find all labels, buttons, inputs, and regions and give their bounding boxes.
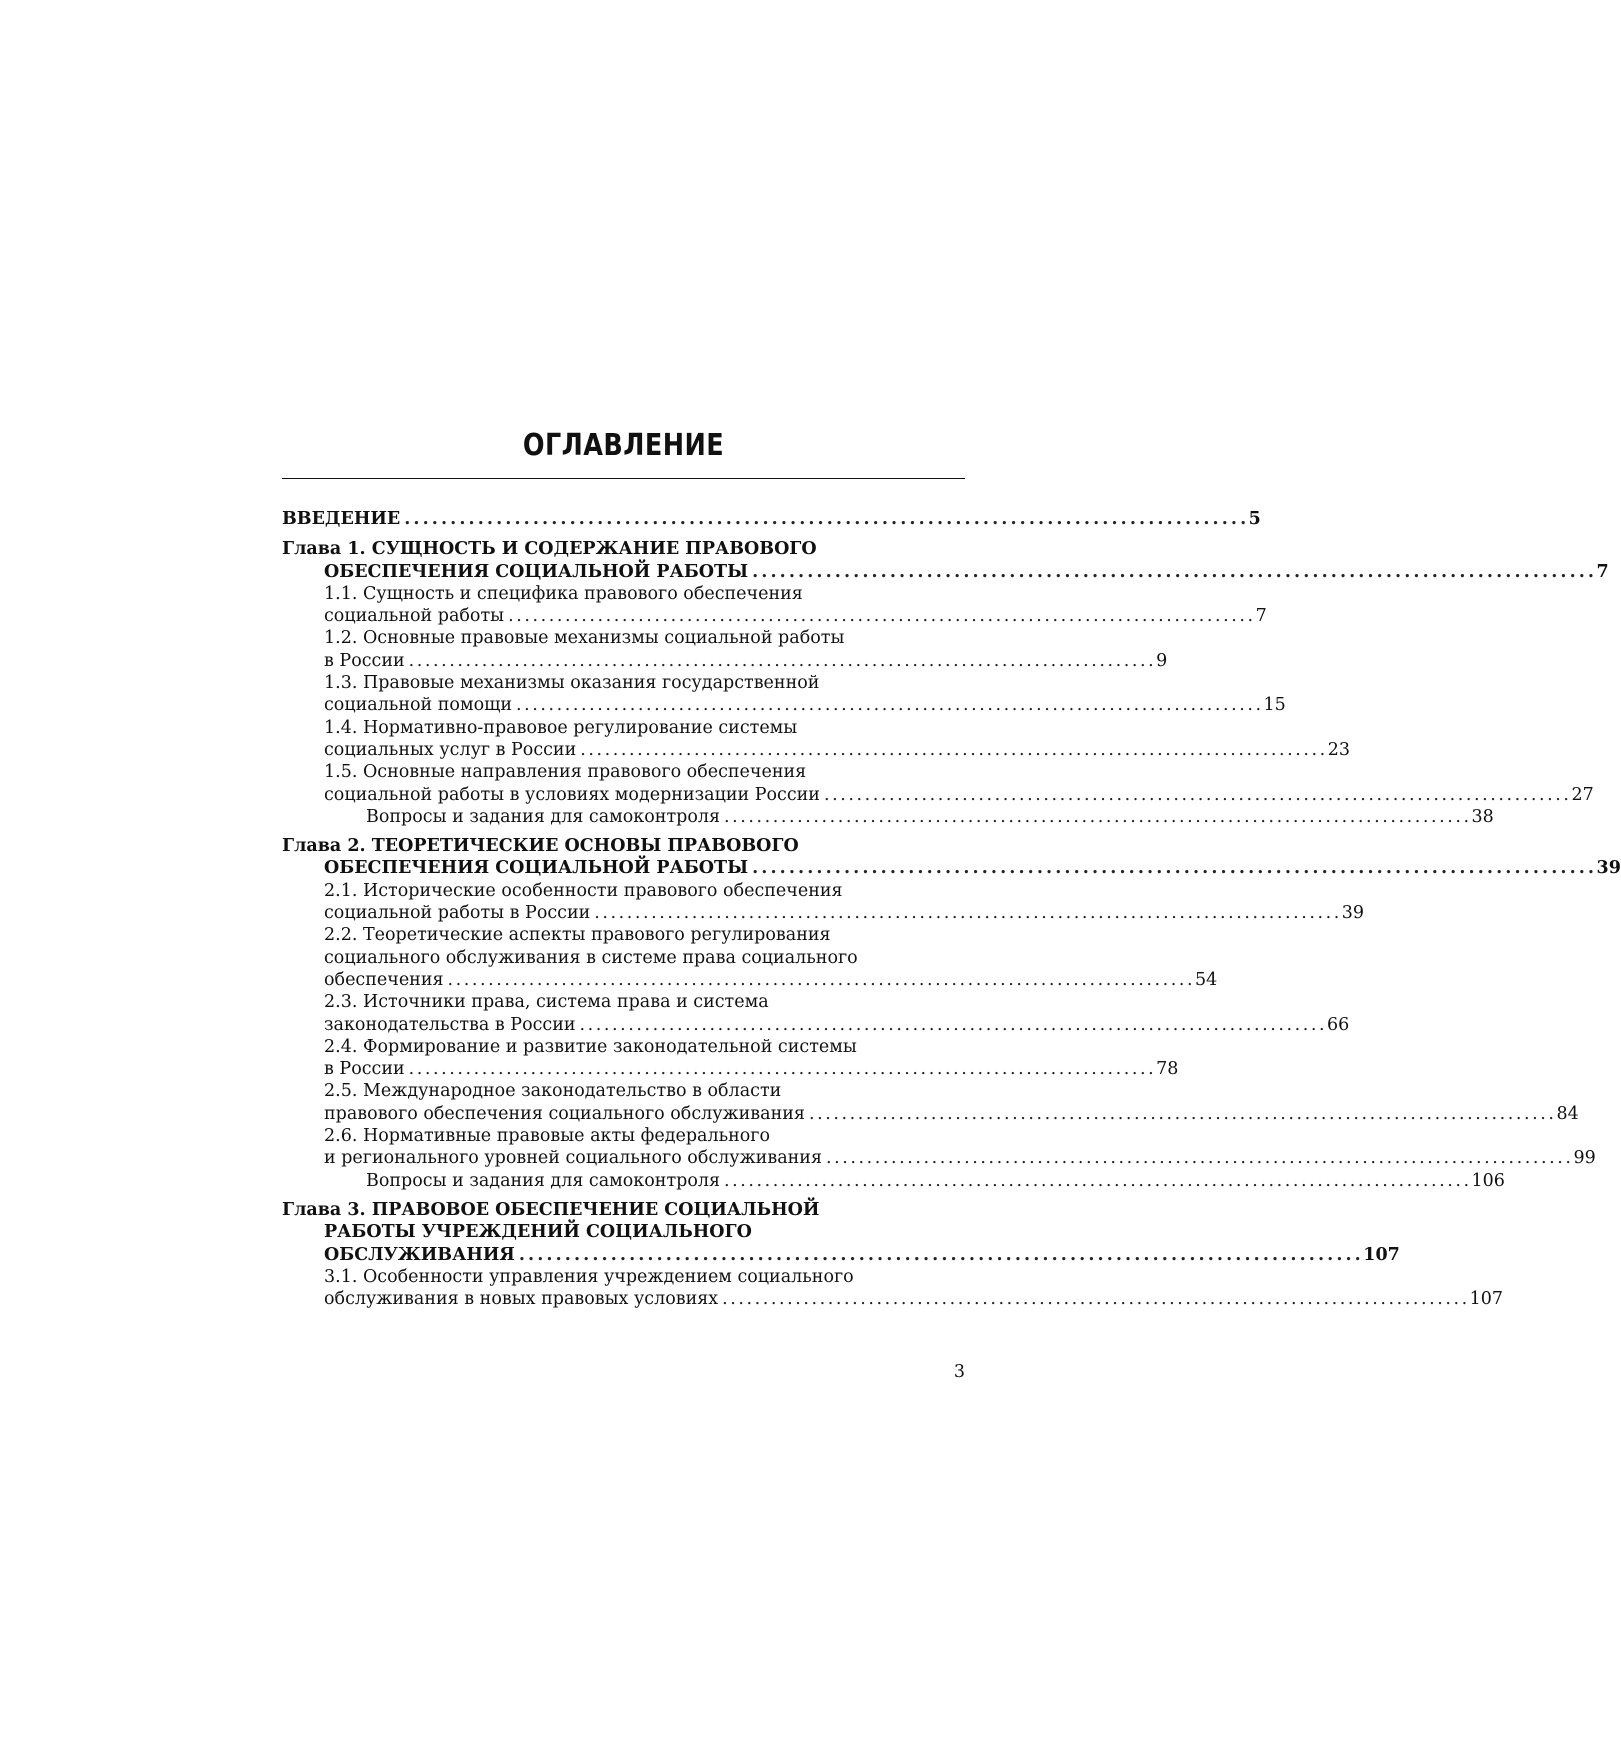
toc-entry-page: 66 (1327, 1014, 1350, 1035)
toc-line-text: Вопросы и задания для самоконтроля (366, 1170, 721, 1191)
toc-entry-page: 107 (1469, 1289, 1504, 1310)
toc-line (282, 627, 965, 649)
toc-line (282, 969, 1218, 991)
toc-line-text: ОБЕСПЕЧЕНИЯ СОЦИАЛЬНОЙ РАБОТЫ (324, 561, 749, 582)
toc-section[interactable] (282, 1036, 1179, 1081)
toc-line (282, 880, 965, 902)
title-rule (282, 478, 965, 479)
toc-line (282, 784, 1594, 806)
toc-section[interactable] (282, 1266, 1504, 1311)
page-title: ОГЛАВЛЕНИЕ (522, 428, 725, 463)
toc-line-text: 2.2. Теоретические аспекты правового регулирования (324, 925, 831, 946)
toc-line-text: и регионального уровней социального обслуживания (324, 1148, 822, 1169)
toc-line (282, 924, 965, 946)
toc-entry-intro[interactable] (282, 508, 1261, 530)
toc-section[interactable] (282, 627, 1168, 672)
leader-dots (519, 1244, 1359, 1266)
toc-entry-page: 39 (1341, 903, 1365, 924)
toc-section[interactable] (282, 583, 1267, 628)
toc-line (282, 1147, 1596, 1169)
toc-line-text: ОБСЛУЖИВАНИЯ (324, 1244, 515, 1265)
toc-line (282, 561, 1609, 583)
toc-line-text: обеспечения (324, 969, 444, 990)
toc-line-text: в России (324, 650, 405, 671)
leader-dots (516, 694, 1259, 716)
leader-dots (409, 650, 1152, 672)
toc-chapter-3[interactable] (282, 1199, 1400, 1266)
toc-line-text: 1.2. Основные правовые механизмы социальной работы (324, 628, 845, 649)
toc-line-text: 2.6. Нормативные правовые акты федерального (324, 1126, 771, 1147)
toc-section[interactable] (282, 924, 1218, 991)
toc-line-text: Глава 1. СУЩНОСТЬ И СОДЕРЖАНИЕ ПРАВОВОГО (282, 539, 817, 560)
leader-dots (409, 1058, 1152, 1080)
toc-line (282, 1221, 965, 1243)
toc-line (282, 1080, 965, 1102)
toc-line-text: Вопросы и задания для самоконтроля (366, 806, 721, 827)
toc-entry-page: 23 (1327, 739, 1351, 760)
toc-line (282, 947, 965, 969)
leader-dots (809, 1103, 1552, 1125)
toc-entry-page: 7 (1596, 561, 1609, 582)
toc-chapter-2[interactable] (282, 835, 1621, 880)
toc-entry-page: 38 (1471, 806, 1494, 827)
toc-line-text: в России (324, 1059, 405, 1080)
leader-dots (752, 857, 1592, 879)
toc-line (282, 1014, 1350, 1036)
toc-line-text: обслуживания в новых правовых условиях (324, 1289, 719, 1310)
toc-line-text: РАБОТЫ УЧРЕЖДЕНИЙ СОЦИАЛЬНОГО (324, 1222, 752, 1243)
table-of-contents (282, 508, 1621, 1310)
toc-self-control[interactable] (282, 806, 1494, 828)
toc-section[interactable] (282, 672, 1286, 717)
chapter-gap (282, 1192, 965, 1199)
toc-line-text: социальных услуг в России (324, 739, 577, 760)
toc-line (282, 991, 965, 1013)
toc-line (282, 761, 965, 783)
toc-line (282, 1103, 1579, 1125)
toc-entry-title: ВВЕДЕНИЕ (282, 509, 401, 529)
leader-dots (594, 902, 1337, 924)
toc-line (282, 605, 1267, 627)
toc-line (282, 902, 1365, 924)
toc-line (282, 583, 965, 605)
toc-line-text: Глава 2. ТЕОРЕТИЧЕСКИЕ ОСНОВЫ ПРАВОВОГО (282, 836, 799, 857)
toc-entry-page: 107 (1363, 1244, 1400, 1265)
leader-dots (580, 1014, 1323, 1036)
toc-line (282, 806, 1494, 828)
toc-line-text: Глава 3. ПРАВОВОЕ ОБЕСПЕЧЕНИЕ СОЦИАЛЬНОЙ (282, 1199, 820, 1220)
page-number: 3 (953, 1362, 965, 1382)
toc-line (282, 672, 965, 694)
toc-line (282, 835, 965, 857)
toc-line-text: 1.1. Сущность и специфика правового обеспечения (324, 583, 803, 604)
leader-dots (826, 1147, 1569, 1169)
toc-section[interactable] (282, 1125, 1596, 1170)
toc-entry-page: 15 (1263, 695, 1286, 716)
toc-section[interactable] (282, 880, 1365, 925)
toc-entry-page: 5 (1248, 509, 1261, 529)
toc-line (282, 739, 1351, 761)
toc-line (282, 1288, 1504, 1310)
toc-entry-page: 7 (1255, 606, 1267, 627)
toc-entry-page: 9 (1156, 650, 1168, 671)
toc-line-text: 2.3. Источники права, система права и система (324, 992, 769, 1013)
chapter-gap (282, 828, 965, 835)
leader-dots (404, 508, 1244, 530)
toc-entry-page: 106 (1471, 1170, 1505, 1191)
toc-line-text: 2.4. Формирование и развитие законодательной системы (324, 1036, 857, 1057)
leader-dots (724, 1170, 1467, 1192)
leader-dots (824, 784, 1567, 806)
toc-line-text: законодательства в России (324, 1014, 576, 1035)
toc-line (282, 1170, 1505, 1192)
toc-section[interactable] (282, 761, 1594, 806)
leader-dots (752, 561, 1592, 583)
toc-line (282, 1125, 965, 1147)
leader-dots (508, 605, 1251, 627)
toc-line (282, 1058, 1179, 1080)
toc-line-text: 3.1. Особенности управления учреждением социального (324, 1266, 854, 1287)
toc-line (282, 1244, 1400, 1266)
leader-dots (722, 1288, 1465, 1310)
toc-entry-page: 27 (1571, 784, 1594, 805)
toc-line-text: социальной помощи (324, 695, 513, 716)
toc-line (282, 1036, 965, 1058)
toc-line (282, 717, 965, 739)
leader-dots (580, 739, 1323, 761)
toc-line (282, 650, 1168, 672)
toc-line (282, 694, 1286, 716)
toc-self-control[interactable] (282, 1170, 1505, 1192)
toc-section[interactable] (282, 991, 1350, 1036)
toc-line (282, 538, 965, 560)
toc-entry-page: 84 (1556, 1103, 1579, 1124)
toc-chapter-1[interactable] (282, 538, 1609, 583)
chapters-list (282, 538, 1621, 1310)
toc-line (282, 1266, 965, 1288)
toc-line-text: ОБЕСПЕЧЕНИЯ СОЦИАЛЬНОЙ РАБОТЫ (324, 858, 749, 879)
toc-section[interactable] (282, 1080, 1579, 1125)
toc-line-text: 2.1. Исторические особенности правового обеспечения (324, 880, 843, 901)
toc-line-text: социальной работы в условиях модернизации России (324, 784, 820, 805)
toc-line (282, 1199, 965, 1221)
toc-line-text: социальной работы в России (324, 903, 591, 924)
leader-dots (448, 969, 1191, 991)
toc-line-text: правового обеспечения социального обслуживания (324, 1103, 805, 1124)
leader-dots (724, 806, 1467, 828)
toc-line (282, 857, 1621, 879)
toc-line-text: 1.4. Нормативно-правовое регулирование системы (324, 717, 798, 738)
toc-entry-page: 39 (1596, 858, 1621, 879)
toc-entry-page: 99 (1573, 1148, 1596, 1169)
toc-entry-page: 78 (1156, 1059, 1179, 1080)
toc-line-text: 1.3. Правовые механизмы оказания государственной (324, 673, 820, 694)
toc-line-text: 2.5. Международное законодательство в области (324, 1081, 782, 1102)
toc-line-text: социального обслуживания в системе права социального (324, 947, 858, 968)
toc-line-text: 1.5. Основные направления правового обеспечения (324, 762, 807, 783)
toc-line-text: социальной работы (324, 606, 505, 627)
toc-section[interactable] (282, 717, 1351, 762)
toc-entry-page: 54 (1195, 969, 1218, 990)
